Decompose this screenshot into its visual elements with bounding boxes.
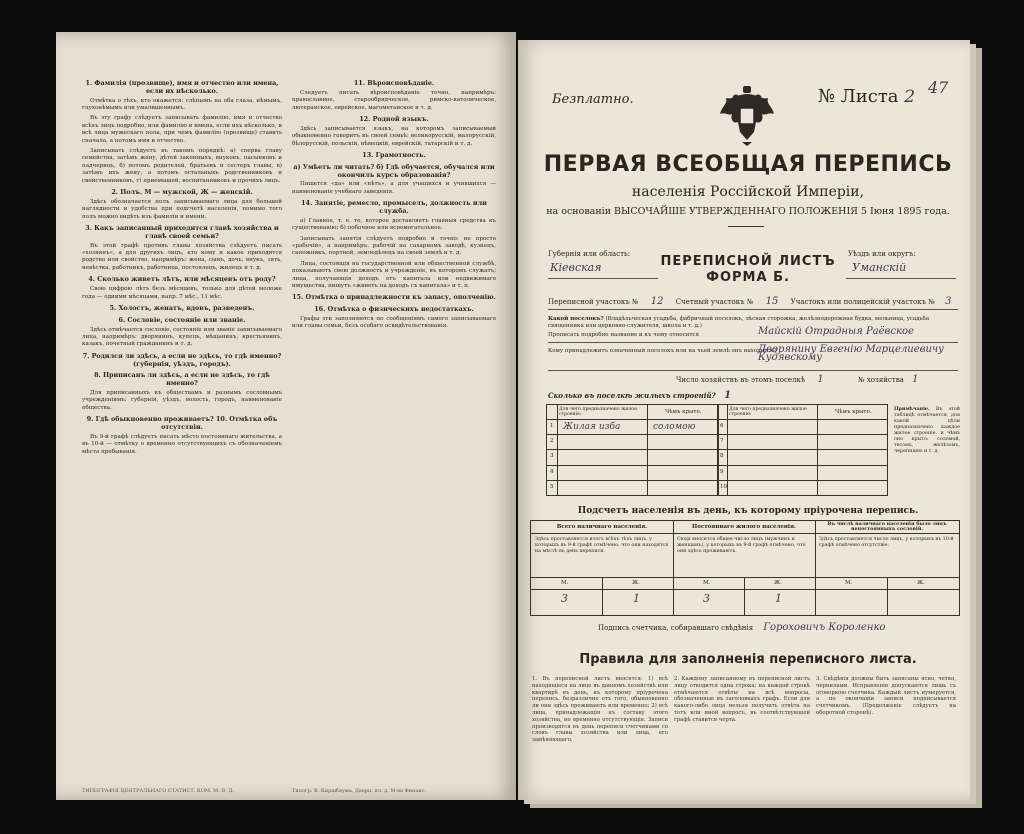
c-hl2 <box>531 577 959 578</box>
count-present-f: 1 <box>633 592 640 605</box>
rules-col-left: 1. Въ переписной листъ вносятся: 1) всѣ находящіеся на лицо въ данномъ хозяйствѣ или квартирѣ въ день, къ которому пріурочена перепись, безразлично отъ того, обыкновенно ли они здѣсь проживаютъ или временно; 2) всѣ лица, принадлежащія къ составу этого хозяйства, но временно отсутствующія. Записи производятся въ день переписи счетчиками со словъ главы хозяйства или лица, его замѣняющаго. <box>532 676 668 744</box>
instruction-paragraph: Свою цифрою лѣтъ безъ мѣсяцевъ, только для дѣтей моложе года — одними мѣсяцами, напр. 7 мѣс., 11 мѣс. <box>82 286 282 300</box>
rules-col-right: 3. Свѣдѣнія должны быть записаны ясно, четко, чернилами. Исправленія допускаются лишь съ оговоркою счетчика. Каждый листъ нумеруется, а по окончаніи записи подписывается счетчикомъ. (Продолженіе слѣдуетъ на оборотной сторонѣ). <box>816 676 956 716</box>
instruction-paragraph: Здѣсь отмѣчается сословіе, состояніе или званіе записываемаго лица, напримѣръ: дворянинъ, купецъ, мѣщанинъ, крестьянинъ, казакъ, почетный гражданинъ и т. д. <box>82 326 282 348</box>
table-row-number: 6 <box>720 423 724 429</box>
instruction-heading: 9. Гдѣ обыкновенно проживаетъ? 10. Отмѣтка объ отсутствіи. <box>86 415 278 431</box>
c-vl4 <box>744 577 745 615</box>
instruction-paragraph: Здѣсь обозначается полъ записываемаго лица для большей наглядности и удобства при подсчетѣ населенія, помимо того полъ можно видѣть изъ фамиліи и имени. <box>82 198 282 220</box>
buildings-table <box>546 404 888 496</box>
count-header-present: Всего наличнаго населенія. <box>556 524 648 530</box>
double-headed-eagle-emblem <box>718 84 776 146</box>
population-count-table <box>530 520 960 616</box>
instruction-heading: 2. Полъ. М — мужской, Ж — женскій. <box>111 188 253 197</box>
owner-value: Дворянину Евгенію Марцелиевичу Кудявскому <box>758 344 944 363</box>
uchastok-value: 12 <box>650 296 664 307</box>
instruction-paragraph: Лица, состоящія на государственной или общественной службѣ, показываютъ свою должность и учрежденіе, въ которомъ служатъ; лица, получающія доходъ отъ капитала или недвижимаго имущества, пишутъ «живетъ на доходъ съ капитала» и т. п. <box>292 260 496 290</box>
poselok-hint2: Прописать подробно название и къ чему относится <box>548 332 699 338</box>
printer-note-left: ТИПОГРАФІЯ ЦЕНТРАЛЬНАГО СТАТИСТ. КОМ. М. В. Д. <box>82 788 234 794</box>
table-row-number: 1 <box>550 423 554 429</box>
uchastok-row <box>548 298 952 306</box>
uchastok-line <box>548 309 958 310</box>
c-vl1 <box>673 521 674 615</box>
instruction-paragraph: Въ эту графу слѣдуетъ записывать фамилію, имя и отчество всѣхъ лицъ подробно, или фамилію и имена, если ихъ нѣсколько, и всѣ лица мужескаго пола, при чемъ фамилію (прозвище) ставить сначала, а потомъ имя и отчество. <box>82 115 282 144</box>
c-vl2 <box>815 521 816 615</box>
uchastok-label: Переписной участокъ № <box>548 298 639 306</box>
instruction-heading: 11. Вѣроисповѣданіе. <box>353 79 435 87</box>
instruction-paragraph: Въ 9-й графѣ слѣдуетъ писать мѣсто постояннаго жительства, а въ 10-й — отмѣтку о временно отсутствующихъ съ обозначеніемъ мѣста пребыванія. <box>82 433 282 455</box>
instructions-column-left <box>82 76 282 459</box>
form-legal-basis: на основаніи ВЫСОЧАЙШЕ УТВЕРЖДЕННАГО ПОЛОЖЕНІЯ 5 Іюня 1895 года. <box>546 206 950 217</box>
instruction-heading: 1. Фамилія (прозвище), имя и отчество или имена, если их нѣсколько. <box>85 79 279 95</box>
sex-header: Ж. <box>632 580 640 586</box>
hozyaistvo-row <box>858 376 918 384</box>
c-hl1 <box>531 533 959 534</box>
owner-label: Кому принадлежитъ означенный поселокъ или на чьей землѣ онъ находится? <box>548 348 777 354</box>
c-vl5 <box>887 577 888 615</box>
instruction-heading: 12. Родной языкъ. <box>359 115 429 124</box>
t-hl0 <box>547 419 887 420</box>
table-row-number: 10 <box>720 483 727 490</box>
households-row <box>676 376 824 384</box>
table-header-roof-left: Чѣмъ крыто. <box>665 409 702 415</box>
table-note-text: Въ этой таблицѣ отмѣчается, для какой цѣли предназначено каждое жилое строеніе, и чѣмъ оно крыто: соломой, тесомъ, желѣзомъ, черепицею и т. д. <box>894 407 960 454</box>
instruction-heading: 16. Отмѣтка о физическихъ недостаткахъ. <box>314 305 474 314</box>
guberniya-label: Губернія или область: <box>548 250 631 258</box>
instruction-paragraph: а) Главное, т. е. то, которое доставляетъ главныя средства къ существованію; б) побочное или вспомогательное. <box>292 217 496 232</box>
form-main-title: ПЕРВАЯ ВСЕОБЩАЯ ПЕРЕПИСЬ <box>543 152 953 177</box>
police-label: Участокъ или полицейскій участокъ № <box>790 298 935 306</box>
instruction-heading: 7. Родился ли здѣсь, а если не здѣсь, то гдѣ именно? (губернія, уѣздъ, городъ). <box>82 351 282 368</box>
count-desc-nonpermanent: Здѣсь проставляется число лицъ, у которыхъ въ 10-й графѣ отмѣчено отсутствіе. <box>819 537 954 548</box>
instruction-heading: 5. Холостъ, женатъ, вдовъ, разведенъ. <box>109 303 255 312</box>
instruction-paragraph: Для приписанныхъ къ обществамъ и разнымъ сословнымъ учрежденіямъ: губернія, уѣздъ, волость, городъ, наименованіе общества. <box>82 389 282 411</box>
population-count-caption: Подсчетъ населенія въ день, къ которому пріурочена перепись. <box>577 506 919 516</box>
instruction-paragraph: Пишется «да» или «нѣтъ», а для учащихся и учившихся — наименованіе учебнаго заведенія. <box>292 181 496 195</box>
table-header-use-right: Для чего предназначено жилое строеніе: <box>729 407 807 417</box>
uezd-value: Уманскій <box>852 261 907 274</box>
uezd-label: Уѣздъ или округъ: <box>848 250 916 258</box>
instruction-paragraph: Въ этой графѣ противъ главы хозяйства слѣдуетъ писать «хозяинъ», а для другихъ лицъ, кто кому и какое приходится родство или свойство, напримѣръ: жена, сынъ, дочь, внукъ, зять, невѣстка, работникъ, работница, постоялецъ, жилецъ и т. д. <box>82 242 282 271</box>
dwellings-value: 1 <box>724 390 732 401</box>
instruction-heading: 3. Какъ записанный приходится главѣ хозяйства и главѣ своей семьи? <box>85 224 279 240</box>
uezd-line <box>846 278 956 279</box>
instruction-heading: 6. Сословіе, состояніе или званіе. <box>118 315 246 324</box>
instruction-heading: 8. Приписанъ ли здѣсь, а если не здѣсь, то гдѣ именно? <box>94 371 270 388</box>
count-desc-permanent: Сюда вносится общее число лицъ (мужчинъ и женщинъ), у которыхъ въ 9-й графѣ отмѣчено, что они здѣсь проживаютъ. <box>677 537 806 554</box>
sheet-number-value: 2 <box>904 87 916 107</box>
sex-header: Ж. <box>774 580 782 586</box>
signature-value: Гороховичъ Короленко <box>763 622 886 633</box>
guberniya-value: Кіевская <box>550 261 602 274</box>
row1-roof-value: соломою <box>653 422 696 432</box>
sheet-number-label: № Листа <box>818 86 899 107</box>
table-row-line <box>547 465 887 466</box>
c-hl3 <box>531 589 959 590</box>
instructions-column-right <box>292 76 496 334</box>
dwellings-label: Сколько въ поселкѣ жилыхъ строеній? <box>548 391 716 400</box>
table-row-number: 9 <box>720 468 724 475</box>
count-present-m: 3 <box>561 592 568 605</box>
page-number-handwritten: 47 <box>928 78 949 97</box>
poselok-line <box>548 342 958 343</box>
table-row-number: 5 <box>550 483 554 490</box>
form-title-line1: ПЕРЕПИСНОЙ ЛИСТЪ <box>660 254 836 269</box>
hozyaistvo-value: 1 <box>912 374 919 385</box>
poselok-label: Какой поселокъ? <box>548 316 604 322</box>
table-row-line <box>547 449 887 450</box>
count-permanent-m: 3 <box>703 592 710 605</box>
instruction-paragraph: Отмѣтка о тѣхъ, кто окажется: слѣпымъ на оба глаза, нѣмымъ, глухонѣмымъ или умалишеннымъ. <box>82 97 282 111</box>
instruction-heading: 4. Сколько живетъ лѣтъ, или мѣсяцевъ отъ роду? <box>88 275 276 284</box>
sheet-number <box>818 86 915 107</box>
police-value: 3 <box>945 296 952 307</box>
table-row-number: 7 <box>720 438 724 445</box>
printer-note-right: Типогр. В. Киршбаума, Дворц. пл. д. М-ва Финанс. <box>292 788 427 794</box>
instruction-heading: а) Умѣетъ ли читать? б) Гдѣ обучается, обучался или окончилъ курсъ образованія? <box>293 162 495 179</box>
row1-use-value: Жилая изба <box>563 422 621 432</box>
schetny-value: 15 <box>765 296 779 307</box>
census-form-page <box>518 40 970 800</box>
signature-row <box>598 624 885 632</box>
table-row-line <box>547 480 887 481</box>
poselok-hint: (Владѣльческая усадьба, фабричный поселокъ, лѣсная сторожка, желѣзнодорожная будка, мельница, усадьба священника или церковно-служителя, школа и т. д.) <box>548 316 930 329</box>
instruction-paragraph: Следуетъ писать вѣроисповѣданіе точно, напримѣръ: православное, старообрядческое, римско-католическое, лютеранское, еврейское, магометанское и т. д. <box>292 89 496 111</box>
instruction-paragraph: Графы эти заполняются по сообщеніямъ самого записываемаго или главы семьи, безъ особаго освидѣтельствованія. <box>292 316 496 330</box>
guberniya-line <box>548 278 658 279</box>
form-subtitle: населенія Россійской Имперіи, <box>631 184 865 200</box>
rules-col-mid: 2. Каждому записанному въ переписной листъ лицу отводится одна строка; на каждой строкѣ отмѣчаются отвѣты на всѣ вопросы, обозначенные въ заголовкахъ графъ. Если для какого-либо лица нельзя получить отвѣта на тотъ или иной вопросъ, въ соотвѣтствующей графѣ ставится черта. <box>674 676 810 723</box>
c-vl3 <box>602 577 603 615</box>
table-row-number: 2 <box>550 438 554 445</box>
count-header-permanent: Постояннаго жилого населенія. <box>692 524 796 530</box>
table-header-roof-right: Чѣмъ крыто. <box>835 409 872 415</box>
left-page-instructions <box>56 32 516 800</box>
instruction-paragraph: Записывать слѣдуетъ въ такомъ порядкѣ: а) сперва главу семейства, затѣмъ жену, дѣтей законныхъ, внуковъ, пасынковъ и падчерицъ, б) потомъ родителей, братьевъ и сестеръ главы, в) затѣмъ ихъ жену, а потомъ остальныхъ родственниковъ и свойственниковъ, г) приемышей, воспитанниковъ и прочихъ лицъ. <box>82 148 282 184</box>
table-header-use-left: Для чего предназначено жилое строеніе: <box>559 407 637 417</box>
title-divider <box>728 226 764 227</box>
signature-label: Подпись счетчика, собиравшаго свѣдѣнія <box>598 624 754 632</box>
count-header-nonpermanent: Въ числѣ наличнаго населенія было лицъ непостоянныхъ сословій. <box>827 521 947 533</box>
sex-header: М. <box>845 580 853 586</box>
free-label: Безплатно. <box>552 92 634 107</box>
instruction-paragraph: Здѣсь записывается языкъ, на которомъ записываемый обыкновенно говоритъ въ своей семьѣ: великорусскій, малорусскій, бѣлорусскій, польскій, нѣмецкій, еврейскій, татарскій и т. д. <box>292 125 496 147</box>
households-label: Число хозяйствъ въ этомъ поселкѣ <box>676 376 806 384</box>
instruction-heading: 15. Отмѣтка о принадлежности къ запасу, ополченію. <box>292 293 496 302</box>
table-note <box>894 406 960 455</box>
schetny-label: Счетный участокъ № <box>675 298 754 306</box>
sex-header: М. <box>703 580 711 586</box>
table-row-number: 3 <box>550 453 554 460</box>
sex-header: М. <box>561 580 569 586</box>
instruction-heading: 14. Занятіе, ремесло, промыселъ, должность или служба. <box>301 199 487 216</box>
households-value: 1 <box>817 374 824 385</box>
hozyaistvo-label: № хозяйства <box>858 376 904 384</box>
count-permanent-f: 1 <box>775 592 782 605</box>
instruction-heading: 13. Грамотность. <box>362 151 426 160</box>
table-row-number: 8 <box>720 453 724 460</box>
form-title-line2: ФОРМА Б. <box>706 270 790 285</box>
sex-header: Ж. <box>917 580 925 586</box>
table-note-title: Примѣчаніе. <box>894 406 930 412</box>
count-desc-present: Здѣсь проставляется итогъ всѣхъ тѣхъ лицъ, у которыхъ въ 9-й графѣ отмѣчено, что они находятся на мѣстѣ въ день переписи. <box>535 537 669 554</box>
instruction-paragraph: Записывать занятія слѣдуетъ подробно и точно: не просто «рабочій», а напримѣръ: рабочій на сахарномъ заводѣ, кузнецъ, сапожникъ, портной, земледѣлецъ на своей землѣ и т. д. <box>292 235 496 257</box>
poselok-value: Майскій Отрадныя Раёвское <box>758 326 914 337</box>
form-title <box>658 254 838 286</box>
owner-line <box>548 370 958 371</box>
rules-title: Правила для заполненія переписного листа. <box>579 652 917 667</box>
table-row-line <box>547 434 887 435</box>
table-row-number: 4 <box>550 468 554 475</box>
dwellings-row <box>548 392 731 400</box>
